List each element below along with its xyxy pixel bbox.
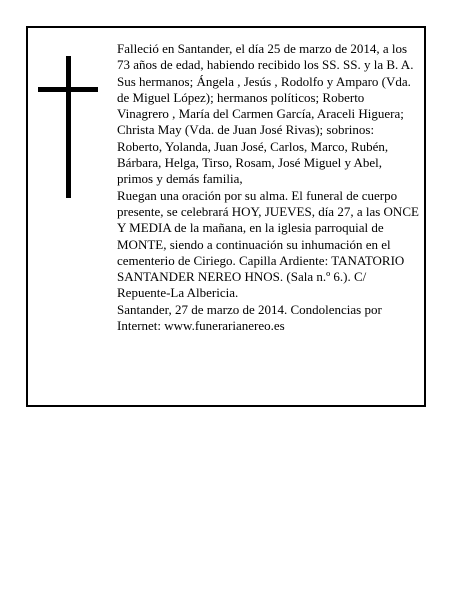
date-and-condolences-paragraph: Santander, 27 de marzo de 2014. Condolencias por Internet: www.funerarianereo.es — [117, 301, 382, 334]
funeral-details-paragraph: Ruegan una oración por su alma. El funeral de cuerpo presente, se celebrará HOY, JUEVES, día 27, a las ONCE Y MEDIA de la mañana, en la iglesia parroquial de MONTE, siendo a continuación su inhumación en el cementerio de Ciriego. Capilla Ardiente: TANATORIO SANTANDER NEREO HNOS. (Sala n.º 6.). C/ Repuente-La Albericia. — [117, 187, 419, 301]
family-paragraph: Sus hermanos; Ángela , Jesús , Rodolfo y Amparo (Vda. de Miguel López); hermanos políticos; Roberto Vinagrero , María del Carmen García, Araceli Higuera; Christa May (Vda. de Juan José Rivas); sobrinos: Roberto, Yolanda, Juan José, Carlos, Marco, Rubén, Bárbara, Helga, Tirso, Rosam, José Miguel y Abel, primos y demás familia, — [117, 73, 411, 187]
death-announcement-paragraph: Falleció en Santander, el día 25 de marzo de 2014, a los 73 años de edad, habiendo recibido los SS. SS. y la B. A. — [117, 41, 414, 73]
obituary-notice — [26, 26, 426, 407]
cross-vertical-bar — [66, 56, 71, 198]
cross-icon — [38, 56, 98, 198]
obituary-text — [117, 41, 419, 334]
cross-horizontal-bar — [38, 87, 98, 92]
